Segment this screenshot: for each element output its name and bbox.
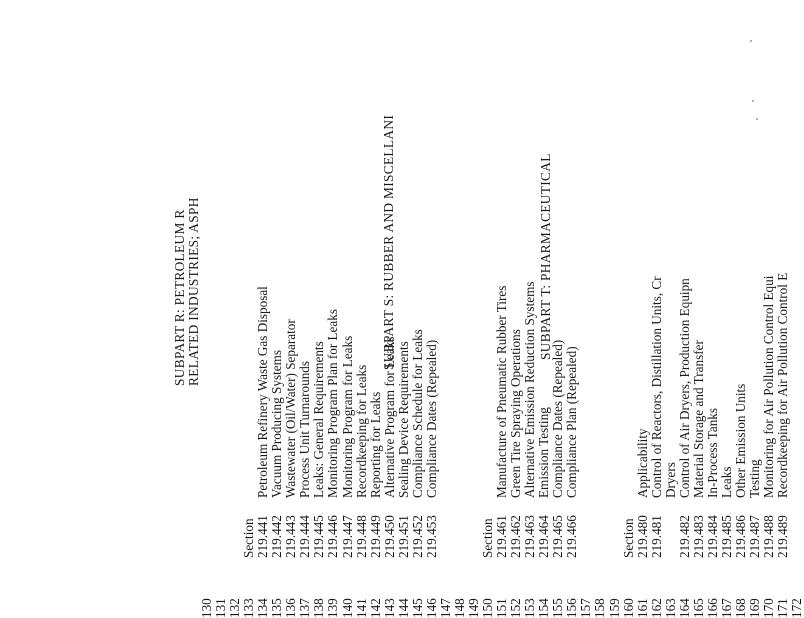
section-title: Emission Testing — [536, 407, 552, 498]
section-title: Recordkeeping for Leaks — [353, 364, 369, 498]
line-number: 144 — [395, 598, 411, 618]
section-number: 219.453 — [423, 515, 439, 558]
section-title: Control of Air Dryers, Production Equipn — [676, 278, 692, 498]
line-number: 147 — [437, 598, 453, 618]
section-number: 219.486 — [732, 515, 748, 558]
section-number: Section — [241, 518, 257, 558]
line-number: 172 — [789, 598, 804, 618]
line-number: 137 — [297, 598, 313, 618]
line-number: 166 — [704, 598, 720, 618]
section-number: 219.487 — [747, 515, 762, 558]
section-number: 219.481 — [648, 515, 664, 558]
section-title: Compliance Plan (Repealed) — [564, 346, 580, 498]
section-number: 219.450 — [381, 515, 397, 558]
section-title: Sealing Device Requirements — [395, 341, 411, 498]
line-number: 155 — [550, 598, 566, 618]
line-number: 151 — [494, 598, 510, 618]
section-title: Leaks: General Requirements — [311, 341, 327, 498]
line-number: 152 — [508, 598, 524, 618]
section-number: 219.484 — [704, 515, 720, 558]
section-title: Compliance Dates (Repealed) — [423, 339, 439, 498]
section-title: Monitoring for Air Pollution Control Equi — [761, 275, 776, 498]
section-number: 219.465 — [550, 515, 566, 558]
line-number: 168 — [732, 598, 748, 618]
line-number: 165 — [690, 598, 706, 618]
section-number: 219.449 — [367, 515, 383, 558]
line-number: 163 — [662, 598, 678, 618]
section-title: Manufacture of Pneumatic Rubber Tires — [494, 285, 510, 498]
section-title: Control of Reactors, Distillation Units, Cr — [648, 276, 664, 498]
line-number: 169 — [747, 598, 762, 618]
line-number: 139 — [325, 598, 341, 618]
section-number: 219.480 — [634, 515, 650, 558]
section-title: Wastewater (Oil/Water) Separator — [283, 319, 299, 498]
section-title: Recordkeeping for Air Pollution Control E — [775, 272, 791, 498]
section-number: 219.461 — [494, 515, 510, 558]
line-number: 171 — [775, 598, 791, 618]
line-number: 160 — [620, 598, 636, 618]
line-number: 136 — [283, 598, 299, 618]
section-title: Monitoring Program for Leaks — [339, 335, 355, 498]
line-number: 132 — [227, 598, 243, 618]
line-number: 146 — [423, 598, 439, 618]
section-number: 219.489 — [775, 515, 791, 558]
section-number: 219.466 — [564, 515, 580, 558]
line-number: 157 — [578, 598, 594, 618]
section-title: Compliance Schedule for Leaks — [409, 329, 425, 498]
section-number: 219.488 — [761, 515, 776, 558]
line-number: 133 — [241, 598, 257, 618]
line-number: 149 — [465, 598, 481, 618]
section-title: Reporting for Leaks — [367, 391, 383, 498]
section-number: 219.462 — [508, 515, 524, 558]
section-title: Testing — [747, 459, 762, 498]
section-number: 219.448 — [353, 515, 369, 558]
line-number: 158 — [592, 598, 608, 618]
section-title: Alternative Emission Reduction Systems — [522, 281, 538, 498]
line-number: 130 — [199, 598, 214, 618]
section-number: 219.483 — [690, 515, 706, 558]
line-number: 164 — [676, 598, 692, 618]
section-title: In-Process Tanks — [704, 407, 720, 498]
section-title: Process Unit Turnarounds — [297, 360, 313, 498]
line-number: 161 — [634, 598, 650, 618]
line-number: 170 — [761, 598, 776, 618]
section-title: Petroleum Refinery Waste Gas Disposal — [255, 286, 271, 498]
section-number: 219.442 — [269, 515, 285, 558]
section-number: Section — [620, 518, 636, 558]
subpart-r-heading-line2: RELATED INDUSTRIES; ASPH — [186, 197, 201, 386]
section-number: 219.463 — [522, 515, 538, 558]
line-number: 131 — [213, 598, 229, 618]
section-title: Applicability — [634, 428, 650, 498]
line-number: 156 — [564, 598, 580, 618]
section-number: 219.451 — [395, 515, 411, 558]
line-number: 138 — [311, 598, 327, 618]
section-title: Vacuum Producing Systems — [269, 350, 285, 498]
line-number: 140 — [339, 598, 355, 618]
section-title: Compliance Dates (Repealed) — [550, 339, 566, 498]
line-number: 150 — [480, 598, 495, 618]
scan-speck — [756, 118, 758, 120]
subpart-t-heading: SUBPART T: PHARMACEUTICAL — [538, 153, 553, 360]
section-number: 219.482 — [676, 515, 692, 558]
section-title: Other Emission Units — [732, 383, 748, 498]
line-number: 154 — [536, 598, 552, 618]
section-number: 219.441 — [255, 515, 271, 558]
section-title: Monitoring Program Plan for Leaks — [325, 309, 341, 498]
section-title: Green Tire Spraying Operations — [508, 329, 524, 498]
line-number: 143 — [381, 598, 397, 618]
section-title: Alternative Program for Leaks — [381, 336, 397, 498]
line-number: 141 — [353, 598, 369, 618]
line-number: 142 — [367, 598, 383, 618]
line-number: 135 — [269, 598, 285, 618]
section-number: 219.445 — [311, 515, 327, 558]
section-number: 219.447 — [339, 515, 355, 558]
section-number: 219.444 — [297, 515, 313, 558]
subpart-r-heading-line1: SUBPART R: PETROLEUM R — [172, 209, 187, 386]
section-number: 219.443 — [283, 515, 299, 558]
scan-speck — [750, 40, 752, 42]
line-number: 134 — [255, 598, 271, 618]
section-number: 219.485 — [718, 515, 734, 558]
scan-speck — [752, 100, 754, 102]
line-number: 162 — [648, 598, 664, 618]
section-number: 219.446 — [325, 515, 341, 558]
section-title: Dryers — [662, 462, 678, 498]
section-number: 219.464 — [536, 515, 552, 558]
line-number: 145 — [409, 598, 425, 618]
line-number: 153 — [522, 598, 538, 618]
section-number: Section — [480, 518, 495, 558]
section-title: Leaks — [718, 466, 734, 498]
line-number: 148 — [451, 598, 467, 618]
subpart-s-heading: SUBPART S: RUBBER AND MISCELLANI — [381, 114, 396, 370]
section-number: 219.452 — [409, 515, 425, 558]
line-number: 159 — [606, 598, 622, 618]
section-title: Material Storage and Transfer — [690, 340, 706, 498]
line-number: 167 — [718, 598, 734, 618]
